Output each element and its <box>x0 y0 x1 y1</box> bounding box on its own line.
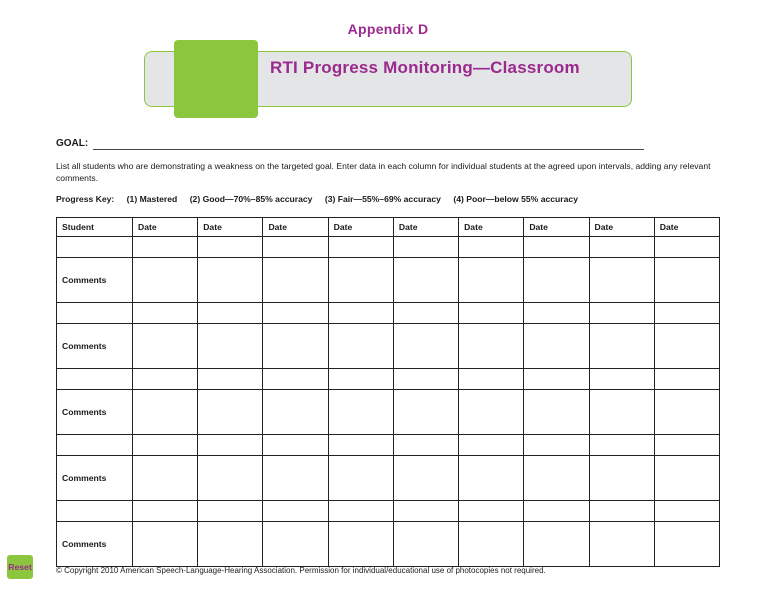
header-date: Date <box>589 218 654 237</box>
comment-entry-cell[interactable] <box>263 258 328 303</box>
comments-label: Comments <box>57 522 133 567</box>
table-row <box>57 501 720 522</box>
date-entry-cell[interactable] <box>263 369 328 390</box>
goal-label: GOAL: <box>56 138 89 149</box>
comments-row <box>57 456 720 501</box>
progress-key-poor: (4) Poor—below 55% accuracy <box>453 194 578 204</box>
date-entry-cell[interactable] <box>393 369 458 390</box>
comment-entry-cell[interactable] <box>133 324 198 369</box>
date-entry-cell[interactable] <box>328 435 393 456</box>
date-entry-cell[interactable] <box>589 369 654 390</box>
comment-entry-cell[interactable] <box>328 522 393 567</box>
comment-entry-cell[interactable] <box>459 522 524 567</box>
comment-entry-cell[interactable] <box>654 258 719 303</box>
progress-key-mastered: (1) Mastered <box>126 194 178 204</box>
progress-key-label: Progress Key: <box>56 194 115 204</box>
table-row <box>57 435 720 456</box>
date-entry-cell[interactable] <box>589 303 654 324</box>
header-student: Student <box>57 218 133 237</box>
header-date: Date <box>133 218 198 237</box>
comment-entry-cell[interactable] <box>524 390 589 435</box>
date-entry-cell[interactable] <box>589 435 654 456</box>
progress-table <box>56 217 720 567</box>
date-entry-cell[interactable] <box>133 369 198 390</box>
comment-entry-cell[interactable] <box>328 324 393 369</box>
date-entry-cell[interactable] <box>198 435 263 456</box>
comment-entry-cell[interactable] <box>459 456 524 501</box>
header-date: Date <box>328 218 393 237</box>
date-entry-cell[interactable] <box>198 237 263 258</box>
copyright-notice: © Copyright 2010 American Speech-Language-Hearing Association. Permission for individual/educational use of photocopies not required. <box>56 566 546 575</box>
comment-entry-cell[interactable] <box>393 258 458 303</box>
date-entry-cell[interactable] <box>198 369 263 390</box>
date-entry-cell[interactable] <box>654 303 719 324</box>
comment-entry-cell[interactable] <box>198 258 263 303</box>
date-entry-cell[interactable] <box>198 303 263 324</box>
comment-entry-cell[interactable] <box>133 456 198 501</box>
date-entry-cell[interactable] <box>459 501 524 522</box>
comment-entry-cell[interactable] <box>133 522 198 567</box>
comment-entry-cell[interactable] <box>328 390 393 435</box>
date-entry-cell[interactable] <box>393 303 458 324</box>
comment-entry-cell[interactable] <box>263 324 328 369</box>
instructions-text: List all students who are demonstrating a weakness on the targeted goal. Enter data in each column for individual students at the agreed upon intervals, adding any relevant comments. <box>56 161 711 183</box>
comment-entry-cell[interactable] <box>524 324 589 369</box>
comment-entry-cell[interactable] <box>133 258 198 303</box>
date-entry-cell[interactable] <box>133 435 198 456</box>
date-entry-cell[interactable] <box>198 501 263 522</box>
student-name-cell[interactable] <box>57 369 133 390</box>
comment-entry-cell[interactable] <box>198 522 263 567</box>
comment-entry-cell[interactable] <box>393 324 458 369</box>
date-entry-cell[interactable] <box>393 237 458 258</box>
comment-entry-cell[interactable] <box>524 456 589 501</box>
comment-entry-cell[interactable] <box>654 324 719 369</box>
header-date: Date <box>263 218 328 237</box>
appendix-label: Appendix D <box>347 21 429 37</box>
date-entry-cell[interactable] <box>524 237 589 258</box>
progress-key <box>56 194 588 204</box>
header-date: Date <box>198 218 263 237</box>
table-row <box>57 237 720 258</box>
header-date: Date <box>393 218 458 237</box>
date-entry-cell[interactable] <box>589 237 654 258</box>
date-entry-cell[interactable] <box>654 435 719 456</box>
date-entry-cell[interactable] <box>524 435 589 456</box>
student-name-cell[interactable] <box>57 435 133 456</box>
table-header-row <box>57 218 720 237</box>
comments-row <box>57 258 720 303</box>
comment-entry-cell[interactable] <box>524 522 589 567</box>
comment-entry-cell[interactable] <box>328 258 393 303</box>
date-entry-cell[interactable] <box>263 303 328 324</box>
header-date: Date <box>459 218 524 237</box>
student-name-cell[interactable] <box>57 501 133 522</box>
header-date: Date <box>524 218 589 237</box>
comment-entry-cell[interactable] <box>589 522 654 567</box>
comments-row <box>57 522 720 567</box>
table-row <box>57 369 720 390</box>
date-entry-cell[interactable] <box>459 237 524 258</box>
comments-label: Comments <box>57 324 133 369</box>
date-entry-cell[interactable] <box>133 501 198 522</box>
progress-key-good: (2) Good—70%–85% accuracy <box>189 194 313 204</box>
table-body <box>57 237 720 567</box>
date-entry-cell[interactable] <box>263 237 328 258</box>
comment-entry-cell[interactable] <box>654 522 719 567</box>
date-entry-cell[interactable] <box>589 501 654 522</box>
comment-entry-cell[interactable] <box>198 390 263 435</box>
table-row <box>57 303 720 324</box>
comment-entry-cell[interactable] <box>133 390 198 435</box>
comment-entry-cell[interactable] <box>654 390 719 435</box>
comment-entry-cell[interactable] <box>459 324 524 369</box>
comment-entry-cell[interactable] <box>328 456 393 501</box>
date-entry-cell[interactable] <box>328 501 393 522</box>
comment-entry-cell[interactable] <box>459 258 524 303</box>
date-entry-cell[interactable] <box>459 435 524 456</box>
goal-input-line[interactable] <box>93 149 644 150</box>
comment-entry-cell[interactable] <box>393 390 458 435</box>
date-entry-cell[interactable] <box>328 237 393 258</box>
comment-entry-cell[interactable] <box>198 324 263 369</box>
reset-button[interactable]: Reset <box>7 555 33 579</box>
comment-entry-cell[interactable] <box>589 324 654 369</box>
progress-key-fair: (3) Fair—55%–69% accuracy <box>324 194 441 204</box>
date-entry-cell[interactable] <box>459 303 524 324</box>
student-name-cell[interactable] <box>57 237 133 258</box>
date-entry-cell[interactable] <box>654 369 719 390</box>
comment-entry-cell[interactable] <box>524 258 589 303</box>
comment-entry-cell[interactable] <box>654 456 719 501</box>
comment-entry-cell[interactable] <box>393 456 458 501</box>
comments-label: Comments <box>57 456 133 501</box>
comment-entry-cell[interactable] <box>263 390 328 435</box>
date-entry-cell[interactable] <box>328 369 393 390</box>
date-entry-cell[interactable] <box>654 237 719 258</box>
banner-green-block <box>174 40 258 118</box>
date-entry-cell[interactable] <box>524 303 589 324</box>
date-entry-cell[interactable] <box>133 303 198 324</box>
comments-label: Comments <box>57 390 133 435</box>
comment-entry-cell[interactable] <box>589 456 654 501</box>
comment-entry-cell[interactable] <box>393 522 458 567</box>
comments-row <box>57 390 720 435</box>
date-entry-cell[interactable] <box>459 369 524 390</box>
comment-entry-cell[interactable] <box>459 390 524 435</box>
date-entry-cell[interactable] <box>393 435 458 456</box>
date-entry-cell[interactable] <box>524 369 589 390</box>
date-entry-cell[interactable] <box>263 501 328 522</box>
header-date: Date <box>654 218 719 237</box>
comment-entry-cell[interactable] <box>263 456 328 501</box>
date-entry-cell[interactable] <box>263 435 328 456</box>
comment-entry-cell[interactable] <box>198 456 263 501</box>
date-entry-cell[interactable] <box>654 501 719 522</box>
comments-row <box>57 324 720 369</box>
date-entry-cell[interactable] <box>328 303 393 324</box>
date-entry-cell[interactable] <box>524 501 589 522</box>
date-entry-cell[interactable] <box>133 237 198 258</box>
student-name-cell[interactable] <box>57 303 133 324</box>
date-entry-cell[interactable] <box>393 501 458 522</box>
comments-label: Comments <box>57 258 133 303</box>
comment-entry-cell[interactable] <box>263 522 328 567</box>
comment-entry-cell[interactable] <box>589 258 654 303</box>
comment-entry-cell[interactable] <box>589 390 654 435</box>
page-title: RTI Progress Monitoring—Classroom <box>270 58 580 77</box>
